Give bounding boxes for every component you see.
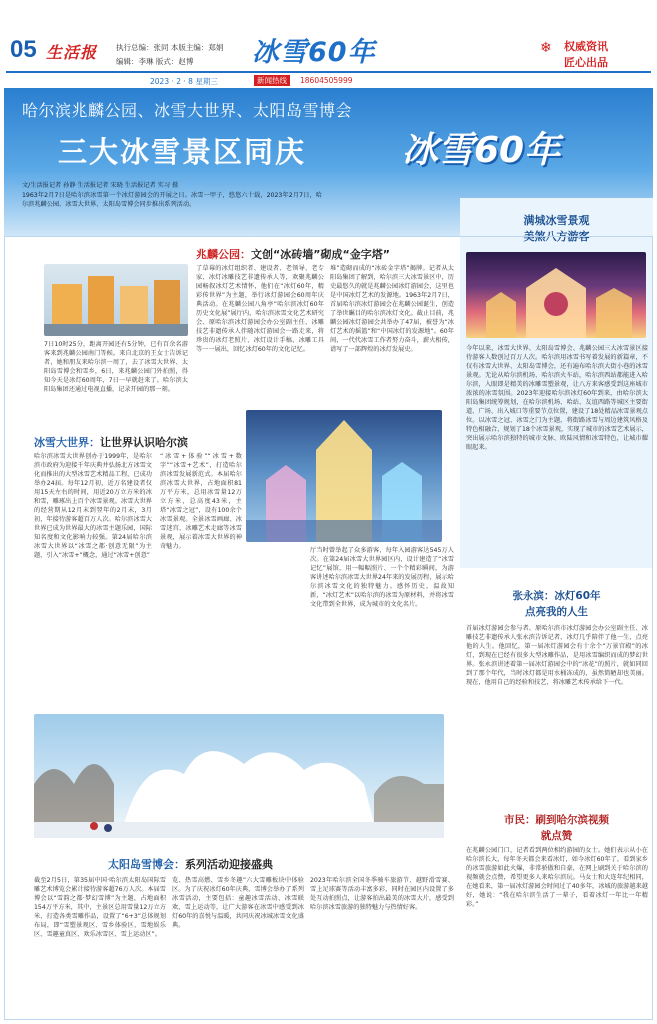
- section2-col1: 哈尔滨冰雪大世界创办于1999年，是哈尔滨市政府为迎接千年庆典并弘扬北方冰雪文化而推出的大型冰雪艺术精品工程，已成功举办24届。每年12月初，近万名建设者仅用15天左右的时间，用近20万立方米的冰和雪，雕琢出上百个冰雪景观。冰雪大世界的经营期从12月末到翌年的2月末，3月初，年接待游客超百万人次。哈尔滨冰雪大世界已成为世界最大的冰雪主题乐园，国际知名度和文化影响力较强。第24届哈尔滨冰雪大世界以“冰雪之都·创意无限”为主题，引入“冰雪+”概念，通过“冰雪+创意”: [34, 453, 152, 559]
- hotline-label: 新闻热线: [254, 75, 290, 86]
- section1-title: 文创“冰砖墙”砌成“金字塔”: [251, 248, 390, 261]
- sidebar-title-1: 满城冰雪景观: [523, 214, 590, 227]
- sidebar-photo-castle: [466, 252, 646, 338]
- section1-lead: 兆麟公园：: [196, 248, 251, 261]
- sidebar-title-2: 美煞八方游客: [523, 230, 590, 243]
- profile-body: 首届冰灯游园会参与者、原哈尔滨市冰灯游园会办公室副主任、冰雕技艺非遗传承人张永滨告诉记者，冰灯几乎陪伴了他一生，点亮他的人生。他回忆，第一届冰灯游园会有十余个“万景宫殿”的冰灯，到现在已经有很多大型冰雕作品，是用冰雪编织而成的梦幻世界。张永滨讲述着第一届冰灯游园会中的“冰花”的照片，就如同回到了那个年代，当时冰灯都是用水桶冻成的，虽然简陋却也美丽。现在，他用自己的经验和技艺，将冰雕艺术传承给下一代。: [466, 625, 648, 686]
- editors-line-1: 执行总编：张同 本版主编：郑娟: [116, 43, 224, 52]
- section2-photo-ice-world: [246, 410, 442, 542]
- headline-accent: 冰雪60年: [402, 130, 561, 171]
- hotline-number: 18604505999: [300, 76, 353, 85]
- profile-title-2: 点亮我的人生: [525, 606, 588, 618]
- section2-col2: “冰雪+体验”“冰雪+数字”“冰雪+艺术”，打造哈尔滨冰雪发展新范式。本届哈尔滨冰雪大世界，占地面积81万平方米，总用冰雪量12万立方米，总高度43米，主塔“冰雪之冠”，设有100余个冰雪景观。全景冰雪画廊、冰雪迷宫、冰雕艺术走廊等冰雪景观，展示着冰雪大世界的神奇魅力。: [160, 453, 242, 550]
- section2-heading: [34, 434, 188, 450]
- section1-col3: 堆”造砌而成的“冰砖金字塔”揭牌。记者从太阳岛集团了解到，哈尔滨三大冰雪景区中，历史最悠久的就是兆麟公园冰灯游园会，这里也是中国冰灯艺术的发源地。1963年2月7日，首届哈尔滨冰灯游园会在兆麟公园诞生，创造了举世瞩目的哈尔滨冰灯文化。截止目前，兆麟公园冰灯游园会共举办了47届，被誉为“冰灯艺术的摇篮”和“中国冰灯的发源地”。60年间，一代代冰雪工作者努力奋斗，薪火相传，谱写了一部辉煌的冰灯发展史。: [330, 265, 454, 353]
- section3-col3: 2023年哈尔滨全国冬季骑车旅游节、越野滑雪赛、雪上足球赛等活动丰富多彩，同时在园区内设置了多处互动拍照点，让游客拍出最美的冰雪大片，感受到哈尔滨冰雪旅游的独特魅力与热情好客。: [310, 877, 454, 911]
- citizen-title-1: 市民：刷到哈尔滨视频: [504, 814, 609, 826]
- snowflake-icon: ❄: [540, 40, 552, 56]
- section1-col2: 了草莓的冰灯组织者、建设者、老领导、老专家、冰灯冰雕技艺非遗传承人等，欢聚兆麟公园畅叙冰灯艺术情怀，他们在“冰灯60年，精彩传世界”为主题，举行冰灯游园会60周年庆典活动。在兆麟公园八角亭“哈尔滨冰灯60年历史文化展”展厅内，哈尔滨冰雪文化艺术研究会、原哈尔滨冰灯游园会办公室副主任、冰雕技艺非遗传承人伴随冰灯游园会一路走来，将珍贵的冰灯老照片、冰灯设计手稿、冰雕工具等一一展出，回忆冰灯60年的文化记忆。: [196, 265, 324, 353]
- section2-lead: 冰雪大世界：: [34, 436, 100, 449]
- section3-lead: 太阳岛雪博会：: [108, 858, 185, 871]
- snow-horse-sculpture-photo: [34, 714, 444, 838]
- profile-title-1: 张永滨：冰灯60年: [512, 590, 601, 602]
- section-title: 冰雪60年: [252, 37, 376, 68]
- byline: 文/生活报记者 孙静 生活报记者 宋晓 生活报记者 实习 摄: [22, 182, 179, 189]
- editors-line-2: 编辑：李琳 版式：赵博: [116, 57, 194, 66]
- slogan-line-1: 权威资讯: [564, 40, 608, 53]
- sidebar-body: 今年以来，冰雪大世界、太阳岛雪博会、兆麟公园三大冰雪景区接待游客人数创过百万人次。哈尔滨用冰雪书写着发展的新篇章，不仅有冰雪大世界、太阳岛雪博会，还有遍布哈尔滨大街小巷的冰雪景观。无论从哈尔滨机场、哈尔滨火车站，哈尔滨西站都能进入哈尔滨，入眼即是精美的冰雕雪塑景观，让八方来客感受到这座城市浓浓的冰雪氛围。2023年迎接哈尔滨冰灯60年到来，由哈尔滨太阳岛集团统筹规划，在哈尔滨机场、哈站、友谊西路等城区主要街道、广场、出入城口等重要节点位置，建设了18处精品冰雪景观点位。以冰雪之冠、冰雪之门为主题，将街路冰雪与周边建筑风格及特色相融合，规划了18个冰雪景观，实现了城市的冰雪艺术展示，突出展示哈尔滨独特的城市文脉、欧陆风情和冰雪特色，让城市耀眼起来。: [466, 345, 648, 451]
- headline-main: 三大冰雪景区同庆: [58, 135, 307, 169]
- section3-heading: [108, 856, 273, 872]
- section3-col2: 览、热雪高燃、雪乡冬趣”六大雪雕板块中体验区。为了庆祝冰灯60年庆典，雪博会举办了系列冰雪活动，主要包括：童趣冰雪活动、冰雪联欢、雪上运动等，让广大游客在冰雪中感受到冰灯60年的喜悦与温暖，共同庆祝冰城冰雪文化盛典。: [172, 877, 304, 929]
- section1-heading: [196, 246, 390, 262]
- citizen-body: 在兆麟公园门口，记者看到两位相约游园的女士。她们表示从小在哈尔滨长大，每年冬天都会来看冰灯，如今冰灯60年了，看到家乡的冰雪旅游如此火爆，非常骄傲和自豪，在网上刷到关于哈尔滨的视频就会点赞，希望更多人来哈尔滨玩。马女士和大连年纪相同，在她看来，第一届冰灯游园会时间过了40多年，冰城的旅游越来越好，她说：“我在哈尔滨生活了一辈子，看着冰灯一年比一年精彩。”: [466, 847, 648, 908]
- header-rule: [6, 71, 651, 73]
- section3-title: 系列活动迎接盛典: [185, 858, 273, 871]
- slogan-line-2: 匠心出品: [564, 56, 608, 69]
- headline-kicker: 哈尔滨兆麟公园、冰雪大世界、太阳岛雪博会: [22, 101, 353, 120]
- paper-name-logo: 生活报: [46, 43, 98, 62]
- section2-col3: 厅当时曾举起了众多游客，每年入园游客达545万人次。在第24届冰雪大世界园区内，设计建造了“冰雪记忆”展馆，用一幅幅照片、一个个精彩瞬间，为游客讲述哈尔滨冰雪大世界24年来的发展历程，展示哈尔滨冰雪文化的独特魅力。感怀历史，温故知新，“冰灯艺术”以哈尔滨的冰雪为原材料，并将冰雪文化带到全世界，成为城市的文化名片。: [310, 547, 454, 608]
- lead-paragraph: 1963年2月7日是哈尔滨冰雪第一个冰灯游园会的开展之日。冰雪一甲子，悠悠六十载，2023年2月7日，哈尔滨兆麟公园、冰雪大世界、太阳岛雪博会同步推出系列活动。: [22, 192, 322, 208]
- citizen-title-2: 就点赞: [540, 830, 573, 842]
- section2-title: 让世界认识哈尔滨: [100, 436, 188, 449]
- page-number: 05: [10, 36, 37, 63]
- issue-date: 2023 · 2 · 8 星期三: [150, 77, 218, 86]
- section1-photo-ice-showcase: [44, 264, 188, 336]
- section3-col1: 截至2月5日，第35届中国·哈尔滨太阳岛国际雪雕艺术博览会累计接待游客超76万人次。本届雪博会以“雪韵之都·梦幻雪博”为主题，占地面积154万平方米，其中，主景区总用雪量12万立方米，打造各类雪雕作品，设置了“6+3”总体规划布局，即“雪塑景观区、雪乡体验区、雪地娱乐区、雪趣童真区、欢乐冰雪区、雪上运动区”。: [34, 877, 166, 938]
- masthead: [0, 0, 657, 84]
- section1-caption: 7日10时25分，距离开园还有5分钟，已有百余名游客来到兆麟公园南门等候。来自北京的王女士告诉记者，她和朋友来哈尔滨一周了，去了冰雪大世界、太阳岛雪博会和雪乡，6日，来兆麟公园门外拍照，得知今天是冰灯60周年，7日一早就赶来了。哈尔滨太阳岛集团还通过电视直播，记录开园的那一刻。: [44, 341, 188, 393]
